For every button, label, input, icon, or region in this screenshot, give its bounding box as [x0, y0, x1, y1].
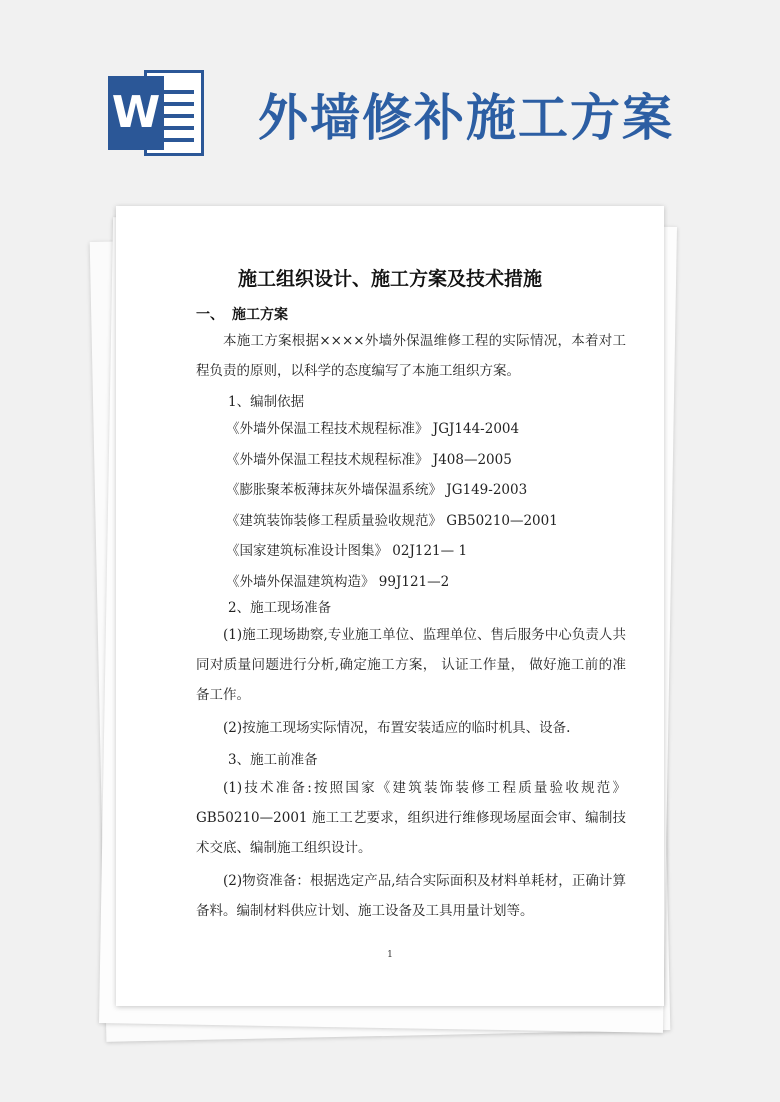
word-logo-letter: W	[108, 76, 164, 150]
document-page	[116, 206, 664, 1006]
section-heading	[196, 304, 288, 324]
reference-item: 《外墙外保温工程技术规程标准》 J408—2005	[226, 451, 512, 468]
reference-item: 《外墙外保温建筑构造》 99J121—2	[226, 573, 450, 590]
document-title: 施工组织设计、施工方案及技术措施	[237, 268, 542, 290]
basis-heading: 1、编制依据	[228, 394, 305, 410]
reference-item: 《建筑装饰装修工程质量验收规范》 GB50210—2001	[226, 512, 558, 529]
section-title: 施工方案	[232, 307, 288, 323]
reference-item: 《国家建筑标准设计图集》 02J121— 1	[226, 543, 468, 559]
reference-list	[226, 414, 558, 597]
reference-item: 《外墙外保温工程技术规程标准》 JGJ144-2004	[226, 421, 520, 437]
site-prep-heading: 2、施工现场准备	[228, 600, 332, 616]
intro-paragraph: 本施工方案根据××××外墙外保温维修工程的实际情况，本着对工程负责的原则，以科学的态度编写了本施工组织方案。	[196, 333, 626, 379]
word-document-icon	[108, 66, 208, 160]
site-prep-paragraph-1: (1)施工现场勘察,专业施工单位、监理单位、售后服务中心负责人共同对质量问题进行分析,确定施工方案， 认证工作量， 做好施工前的准备工作。	[196, 627, 626, 703]
pre-construction-paragraph-1: (1)技术准备:按照国家《建筑装饰装修工程质量验收规范》GB50210—2001 施工工艺要求，组织进行维修现场屋面会审、编制技术交底、编制施工组织设计。	[196, 780, 626, 856]
site-prep-paragraph-2: (2)按施工现场实际情况，布置安装适应的临时机具、设备.	[223, 720, 571, 736]
reference-item: 《膨胀聚苯板薄抹灰外墙保温系统》 JG149-2003	[226, 482, 528, 498]
page-number: 1	[387, 950, 393, 960]
banner-title: 外墙修补施工方案	[258, 88, 674, 147]
section-number: 一、	[196, 307, 224, 323]
pre-construction-paragraph-2: (2)物资准备：根据选定产品,结合实际面积及材料单耗材，正确计算备料。编制材料供应计划、施工设备及工具用量计划等。	[196, 873, 626, 919]
pre-construction-heading: 3、施工前准备	[228, 752, 318, 768]
